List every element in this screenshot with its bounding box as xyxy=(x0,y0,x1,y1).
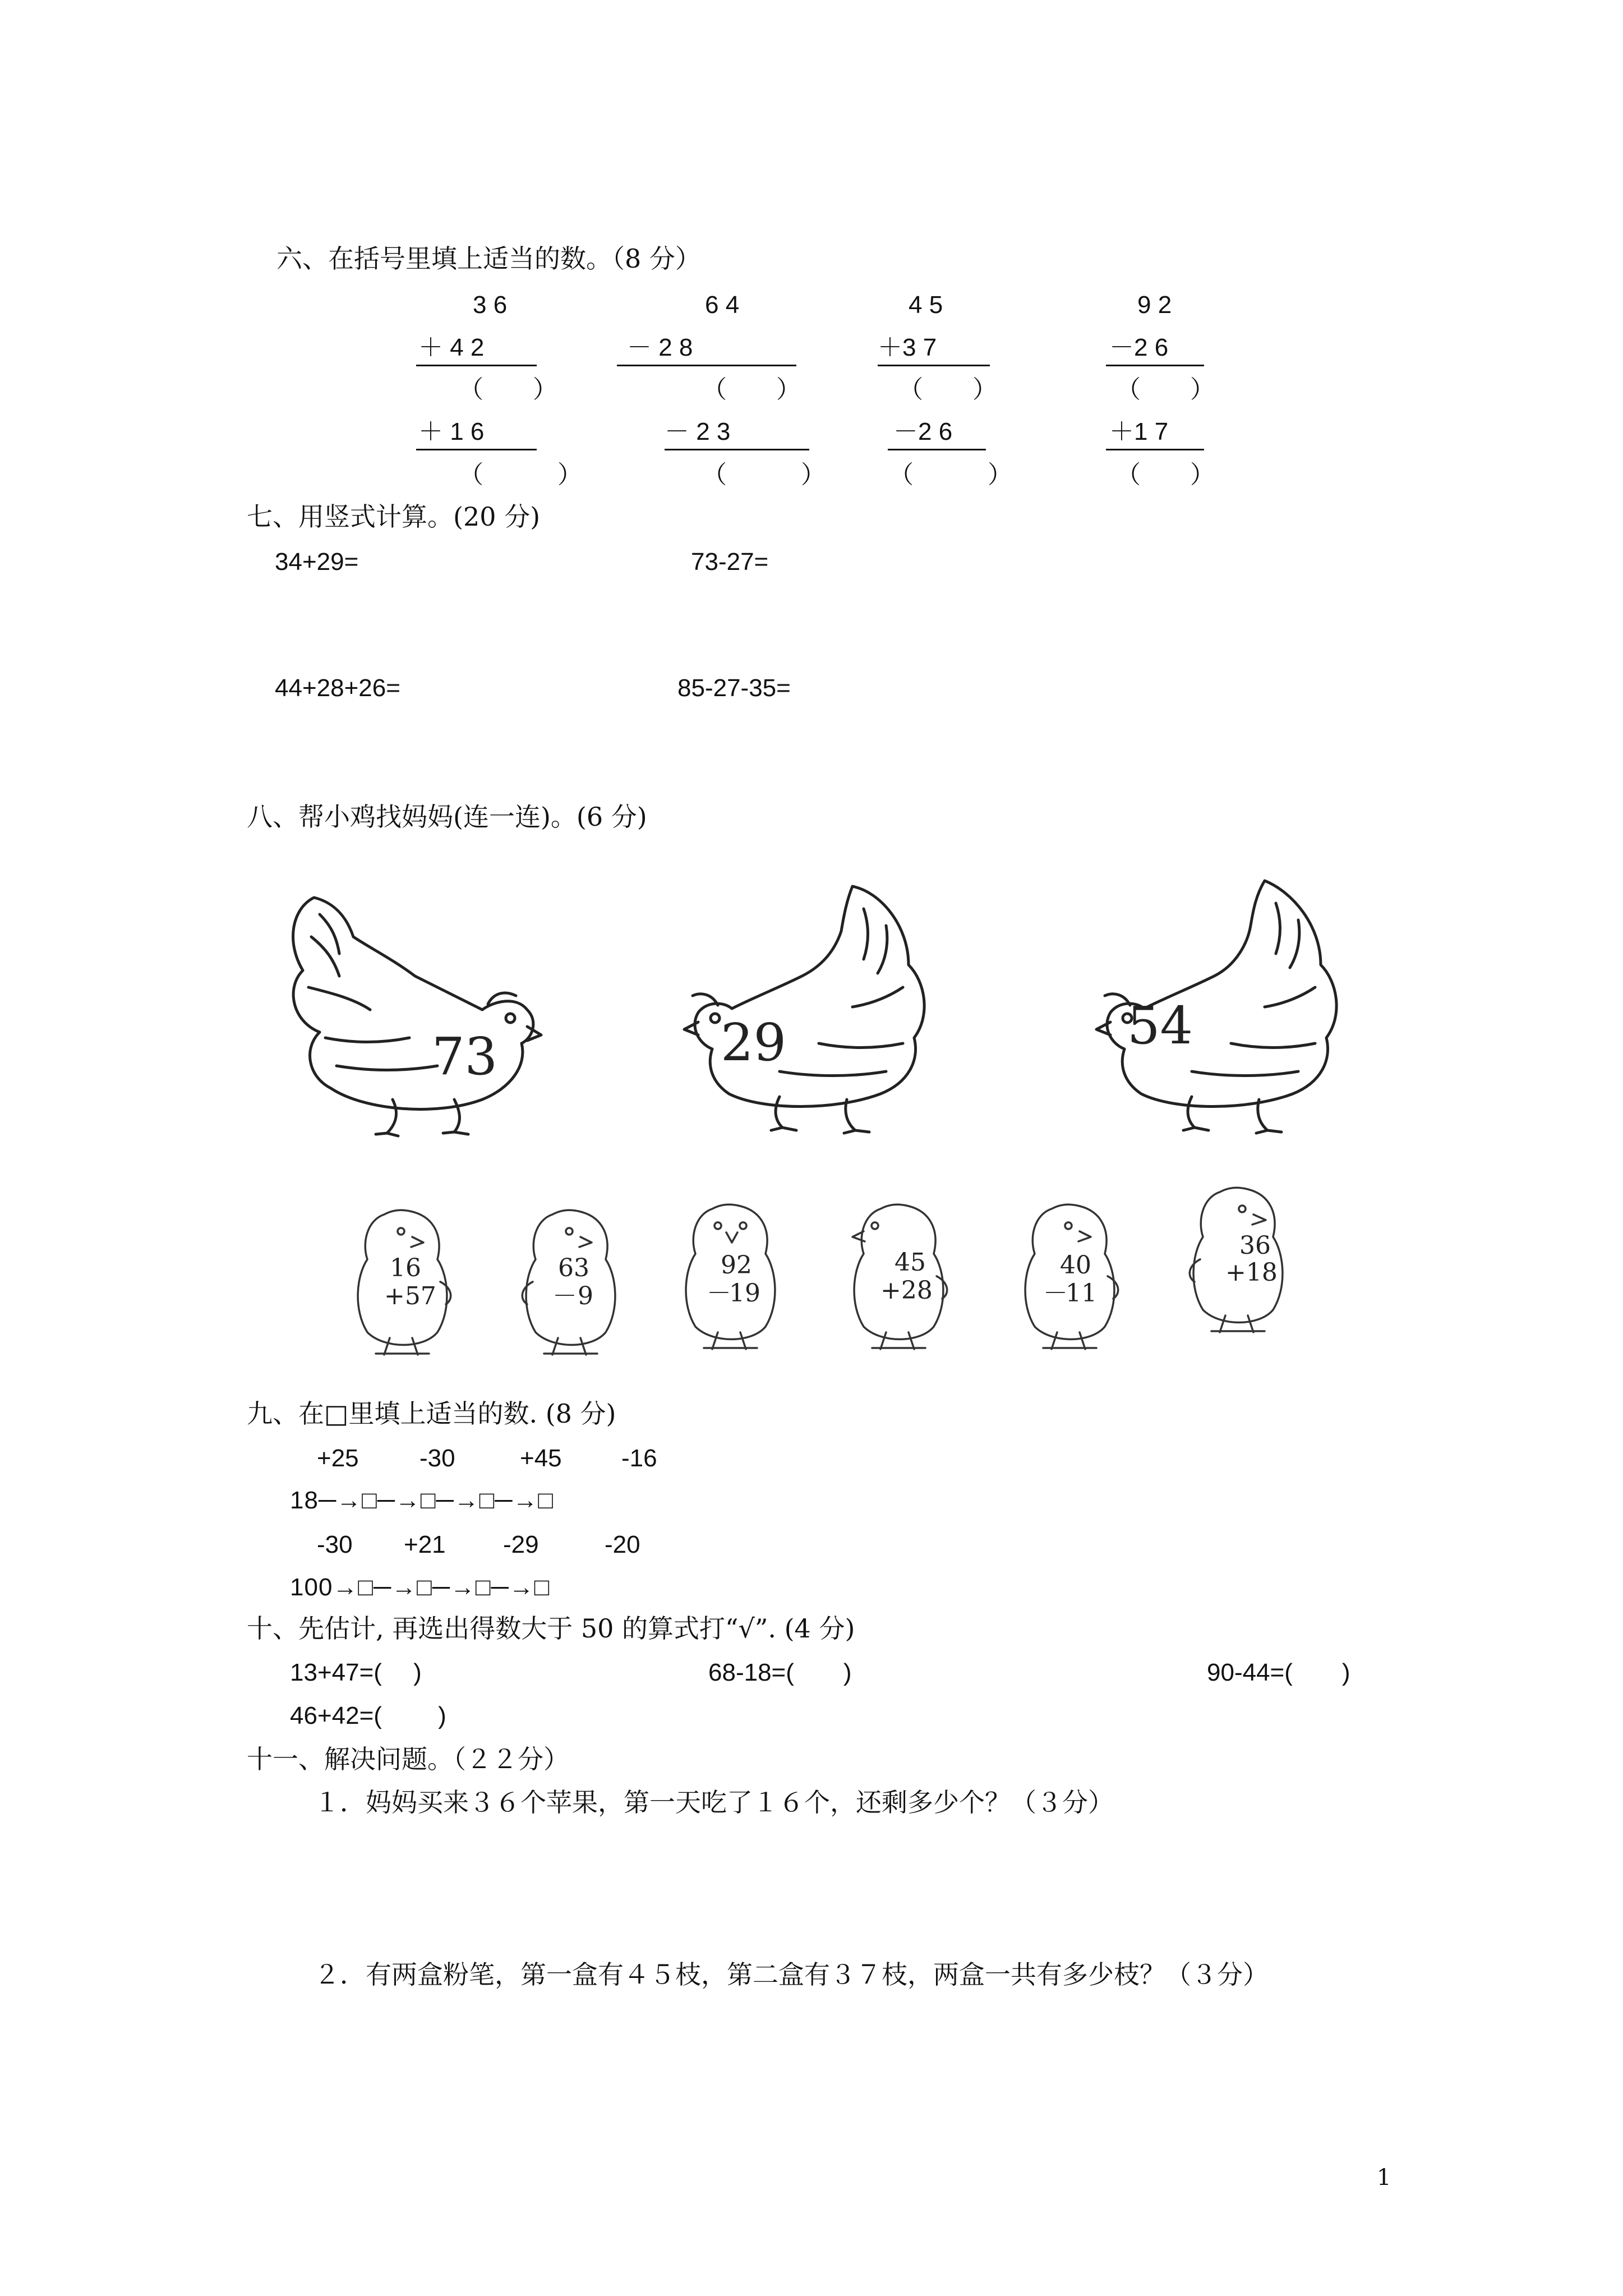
column-2-rule-1 xyxy=(617,365,796,366)
column-2-answer-blank-2[interactable]: （ ） xyxy=(702,461,826,489)
chick-number-top: 92 xyxy=(721,1251,752,1280)
hen-number: 73 xyxy=(432,1027,498,1087)
chick-4[interactable] xyxy=(841,1192,959,1355)
vertical-calc-problem-2: 73-27= xyxy=(691,548,769,576)
chick-number-top: 45 xyxy=(895,1248,926,1277)
number-chain-1[interactable]: 18─→□─→□─→□─→□ xyxy=(290,1487,554,1514)
section-7-title: 七、用竖式计算。(20 分) xyxy=(247,501,541,532)
hen-73[interactable] xyxy=(269,875,561,1144)
chain-2-op-4: -20 xyxy=(605,1531,640,1558)
chick-1[interactable] xyxy=(345,1198,463,1360)
column-3-operation-1: ＋3 7 xyxy=(878,334,937,361)
estimate-item-3[interactable]: 90-44=( ) xyxy=(1207,1659,1350,1686)
chick-number-bottom: +28 xyxy=(880,1276,933,1305)
column-2-operation-2: － 2 3 xyxy=(665,418,731,445)
column-1-answer-blank-2[interactable]: （ ） xyxy=(459,461,582,489)
vertical-calc-problem-1: 34+29= xyxy=(275,548,359,576)
vertical-calc-problem-4: 85-27-35= xyxy=(677,674,791,702)
estimate-item-2[interactable]: 68-18=( ) xyxy=(708,1659,852,1686)
column-1-top-number: 3 6 xyxy=(473,291,508,319)
page-number: 1 xyxy=(1377,2165,1391,2191)
hen-54[interactable] xyxy=(1063,875,1377,1139)
column-3-operation-2: －2 6 xyxy=(893,418,953,445)
column-2-answer-blank-1[interactable]: （ ） xyxy=(702,375,801,404)
chain-1-op-4: -16 xyxy=(621,1444,657,1472)
chick-number-bottom: 11 xyxy=(1066,1279,1097,1308)
section-11-title: 十一、解决问题。（２２分） xyxy=(247,1744,569,1774)
chick-operator: － xyxy=(707,1279,731,1308)
chain-1-op-3: +45 xyxy=(520,1444,562,1472)
chick-number-top: 63 xyxy=(558,1254,589,1282)
column-4-answer-blank-1[interactable]: （ ） xyxy=(1116,375,1215,404)
column-3-top-number: 4 5 xyxy=(909,291,943,319)
column-3-rule-2 xyxy=(888,449,986,450)
column-4-rule-1 xyxy=(1106,365,1204,366)
vertical-calc-problem-3: 44+28+26= xyxy=(275,674,400,702)
column-2-operation-1: － 2 8 xyxy=(627,334,693,361)
chick-number-bottom: +57 xyxy=(384,1282,436,1310)
section-9-title: 九、在□里填上适当的数. (8 分) xyxy=(247,1398,616,1429)
chain-2-op-1: -30 xyxy=(317,1531,353,1558)
chick-3[interactable] xyxy=(673,1192,791,1355)
chain-2-op-2: +21 xyxy=(404,1531,446,1558)
word-problem-2: ２．有两盒粉笔，第一盒有４５枝，第二盒有３７枝，两盒一共有多少枝？（３分） xyxy=(314,1959,1269,1990)
chick-number-top: 40 xyxy=(1060,1251,1091,1280)
column-1-answer-blank-1[interactable]: （ ） xyxy=(459,375,557,404)
column-4-top-number: 9 2 xyxy=(1137,291,1172,319)
chick-number-bottom: 9 xyxy=(578,1282,593,1310)
chain-1-op-2: -30 xyxy=(419,1444,455,1472)
chick-number-bottom: 19 xyxy=(729,1279,760,1308)
column-1-operation-2: ＋ 1 6 xyxy=(418,418,485,445)
column-2-top-number: 6 4 xyxy=(705,291,740,319)
chick-operator: － xyxy=(1043,1279,1068,1308)
hen-number: 54 xyxy=(1127,996,1193,1056)
chick-number-top: 36 xyxy=(1239,1231,1271,1260)
chick-6[interactable] xyxy=(1181,1175,1298,1338)
estimate-item-1[interactable]: 13+47=( ) xyxy=(290,1659,422,1686)
hen-29[interactable] xyxy=(667,875,981,1139)
word-problem-1: １．妈妈买来３６个苹果，第一天吃了１６个，还剩多少个？（３分） xyxy=(314,1787,1114,1818)
section-8-title: 八、帮小鸡找妈妈(连一连)。(6 分) xyxy=(247,802,647,832)
chick-operator: － xyxy=(552,1282,577,1310)
column-4-answer-blank-2[interactable]: （ ） xyxy=(1116,461,1215,489)
section-6-title: 六、在括号里填上适当的数。（8 分） xyxy=(276,243,701,274)
column-2-rule-2 xyxy=(665,449,809,450)
hen-number: 29 xyxy=(721,1013,787,1073)
column-1-operation-1: ＋ 4 2 xyxy=(418,334,485,361)
chain-2-op-3: -29 xyxy=(503,1531,539,1558)
column-4-operation-2: ＋1 7 xyxy=(1109,418,1169,445)
column-4-operation-1: －2 6 xyxy=(1109,334,1169,361)
column-3-answer-blank-2[interactable]: （ ） xyxy=(889,461,1012,489)
chick-number-top: 16 xyxy=(390,1254,421,1282)
column-3-answer-blank-1[interactable]: （ ） xyxy=(898,375,997,404)
chick-2[interactable] xyxy=(513,1198,631,1360)
column-1-rule-1 xyxy=(416,365,537,366)
chick-number-bottom: +18 xyxy=(1225,1258,1278,1287)
column-4-rule-2 xyxy=(1106,449,1204,450)
section-10-title: 十、先估计, 再选出得数大于 50 的算式打“√”. (4 分) xyxy=(247,1613,855,1644)
column-1-rule-2 xyxy=(416,449,537,450)
estimate-item-4[interactable]: 46+42=( ) xyxy=(290,1702,446,1729)
number-chain-2[interactable]: 100→□─→□─→□─→□ xyxy=(290,1573,550,1601)
column-3-rule-1 xyxy=(878,365,990,366)
chick-5[interactable] xyxy=(1012,1192,1130,1355)
chain-1-op-1: +25 xyxy=(317,1444,359,1472)
